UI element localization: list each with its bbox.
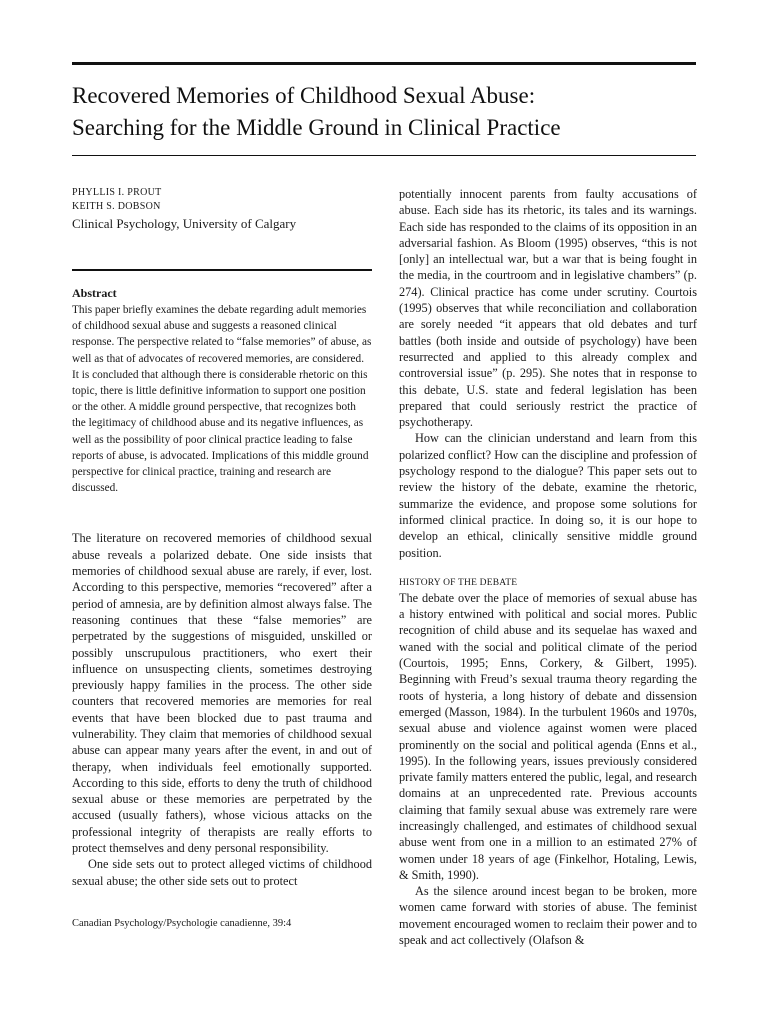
title-line-1: Recovered Memories of Childhood Sexual Abuse: bbox=[72, 83, 536, 108]
body-paragraph-2: One side sets out to protect alleged victims of childhood sexual abuse; the other side sets out to protect bbox=[72, 857, 372, 888]
body-paragraph-4: How can the clinician understand and learn from this polarized conflict? How can the discipline and profession of psychology respond to the dialogue? This paper sets out to review the history of the debate, examine the rhetoric, summarize the evidence, and propose some solutions for informed clinical practice. In doing so, it is our hope to develop an ethical, clinically sensitive middle ground position. bbox=[399, 431, 697, 560]
title-line-2: Searching for the Middle Ground in Clinical Practice bbox=[72, 115, 561, 140]
affiliation: Clinical Psychology, University of Calgary bbox=[72, 216, 297, 231]
article-title bbox=[72, 80, 696, 144]
author-2: KEITH S. DOBSON bbox=[72, 201, 161, 212]
body-paragraph-6: As the silence around incest began to be broken, more women came forward with stories of abuse. The feminist movement encouraged women to reclaim their power and to speak and act collectively (Olafson & bbox=[399, 884, 697, 948]
body-paragraph-3: potentially innocent parents from faulty accusations of abuse. Each side has its rhetoric, its tales and its warnings. Each side has responded to the claims of its opposition in an adversarial fashion. As Bloom (1995) observes, “this is not [only] an intellectual war, but a war that is being fought in the media, in the courtroom and in legislative chambers” (p. 274). Clinical practice has come under scrutiny. Courtois (1995) observes that while reconciliation and collaboration are sorely needed “it appears that old debates and turf battles (both inside and outside of psychology) have been resurrected and applied to this already complex and controversial issue” (p. 295). She notes that in response to this debate, U.S. state and federal legislation has been prepared that could seriously restrict the practice of psychotherapy. bbox=[399, 187, 697, 430]
body-paragraph-1: The literature on recovered memories of childhood sexual abuse reveals a polarized debate. One side insists that memories of childhood sexual abuse are rarely, if ever, lost. According to this perspective, memories “recovered” after a period of amnesia, are by definition almost always false. The reasoning continues that these “false memories” are perpetrated by the suggestions of misguided, unskilled or possibly unscrupulous practitioners, who exert their influence on unsuspecting clients, sometimes destroying previously happy families in the process. The other side counters that recovered memories are memories for real events that have been blocked due to past trauma and vulnerability. They claim that memories of childhood sexual abuse can appear many years after the event, in and out of therapy, when individuals feel emotionally supported. According to this side, efforts to deny the truth of childhood sexual abuse or these memories are perpetrated by the accused (usually fathers), whose vicious attacks on the professional integrity of therapists are really efforts to protect themselves and deny personal responsibility. bbox=[72, 531, 372, 856]
right-column bbox=[399, 186, 697, 948]
title-rule bbox=[72, 155, 696, 156]
left-column bbox=[72, 186, 372, 889]
top-rule bbox=[72, 62, 696, 65]
abstract-heading: Abstract bbox=[72, 286, 117, 300]
journal-footer: Canadian Psychology/Psychologie canadienne, 39:4 bbox=[72, 918, 292, 929]
abstract-text: This paper briefly examines the debate regarding adult memories of childhood sexual abuse and suggests a reasoned clinical response. The perspective related to “false memories” of abuse, as well as that of advocates of recovered memories, are considered. It is concluded that although there is considerable rhetoric on this topic, there is little definitive information to support one position or the other. A middle ground perspective, that recognizes both the legitimacy of childhood abuse and its negative influences, as well as the possibility of poor clinical practice leading to false reports of abuse, is advocated. Implications of this middle ground perspective for clinical practice, training and research are discussed. bbox=[72, 304, 372, 495]
body-paragraph-5: The debate over the place of memories of sexual abuse has a history entwined with political and social mores. Public recognition of child abuse and its sequelae has waxed and waned with the social and political climate of the period (Courtois, 1995; Enns, Corkery, & Gilbert, 1995). Beginning with Freud’s sexual trauma theory regarding the roots of hysteria, a long history of debate and dissension emerged (Masson, 1984). In the turbulent 1960s and 1970s, sexual abuse and violence against women were placed prominently on the social and political agenda (Enns et al., 1995). In the following years, issues previously considered private family matters entered the public, legal, and research domains at an unprecedented rate. Previous accounts claiming that family sexual abuse was extremely rare were increasingly challenged, and estimates of childhood sexual abuse went from one in a million to an estimated 27% of women under 18 years of age (Finkelhor, Hotaling, Lewis, & Smith, 1990). bbox=[399, 590, 697, 882]
section-heading: HISTORY OF THE DEBATE bbox=[399, 577, 518, 588]
author-1: PHYLLIS I. PROUT bbox=[72, 187, 162, 198]
abstract-rule bbox=[72, 269, 372, 271]
